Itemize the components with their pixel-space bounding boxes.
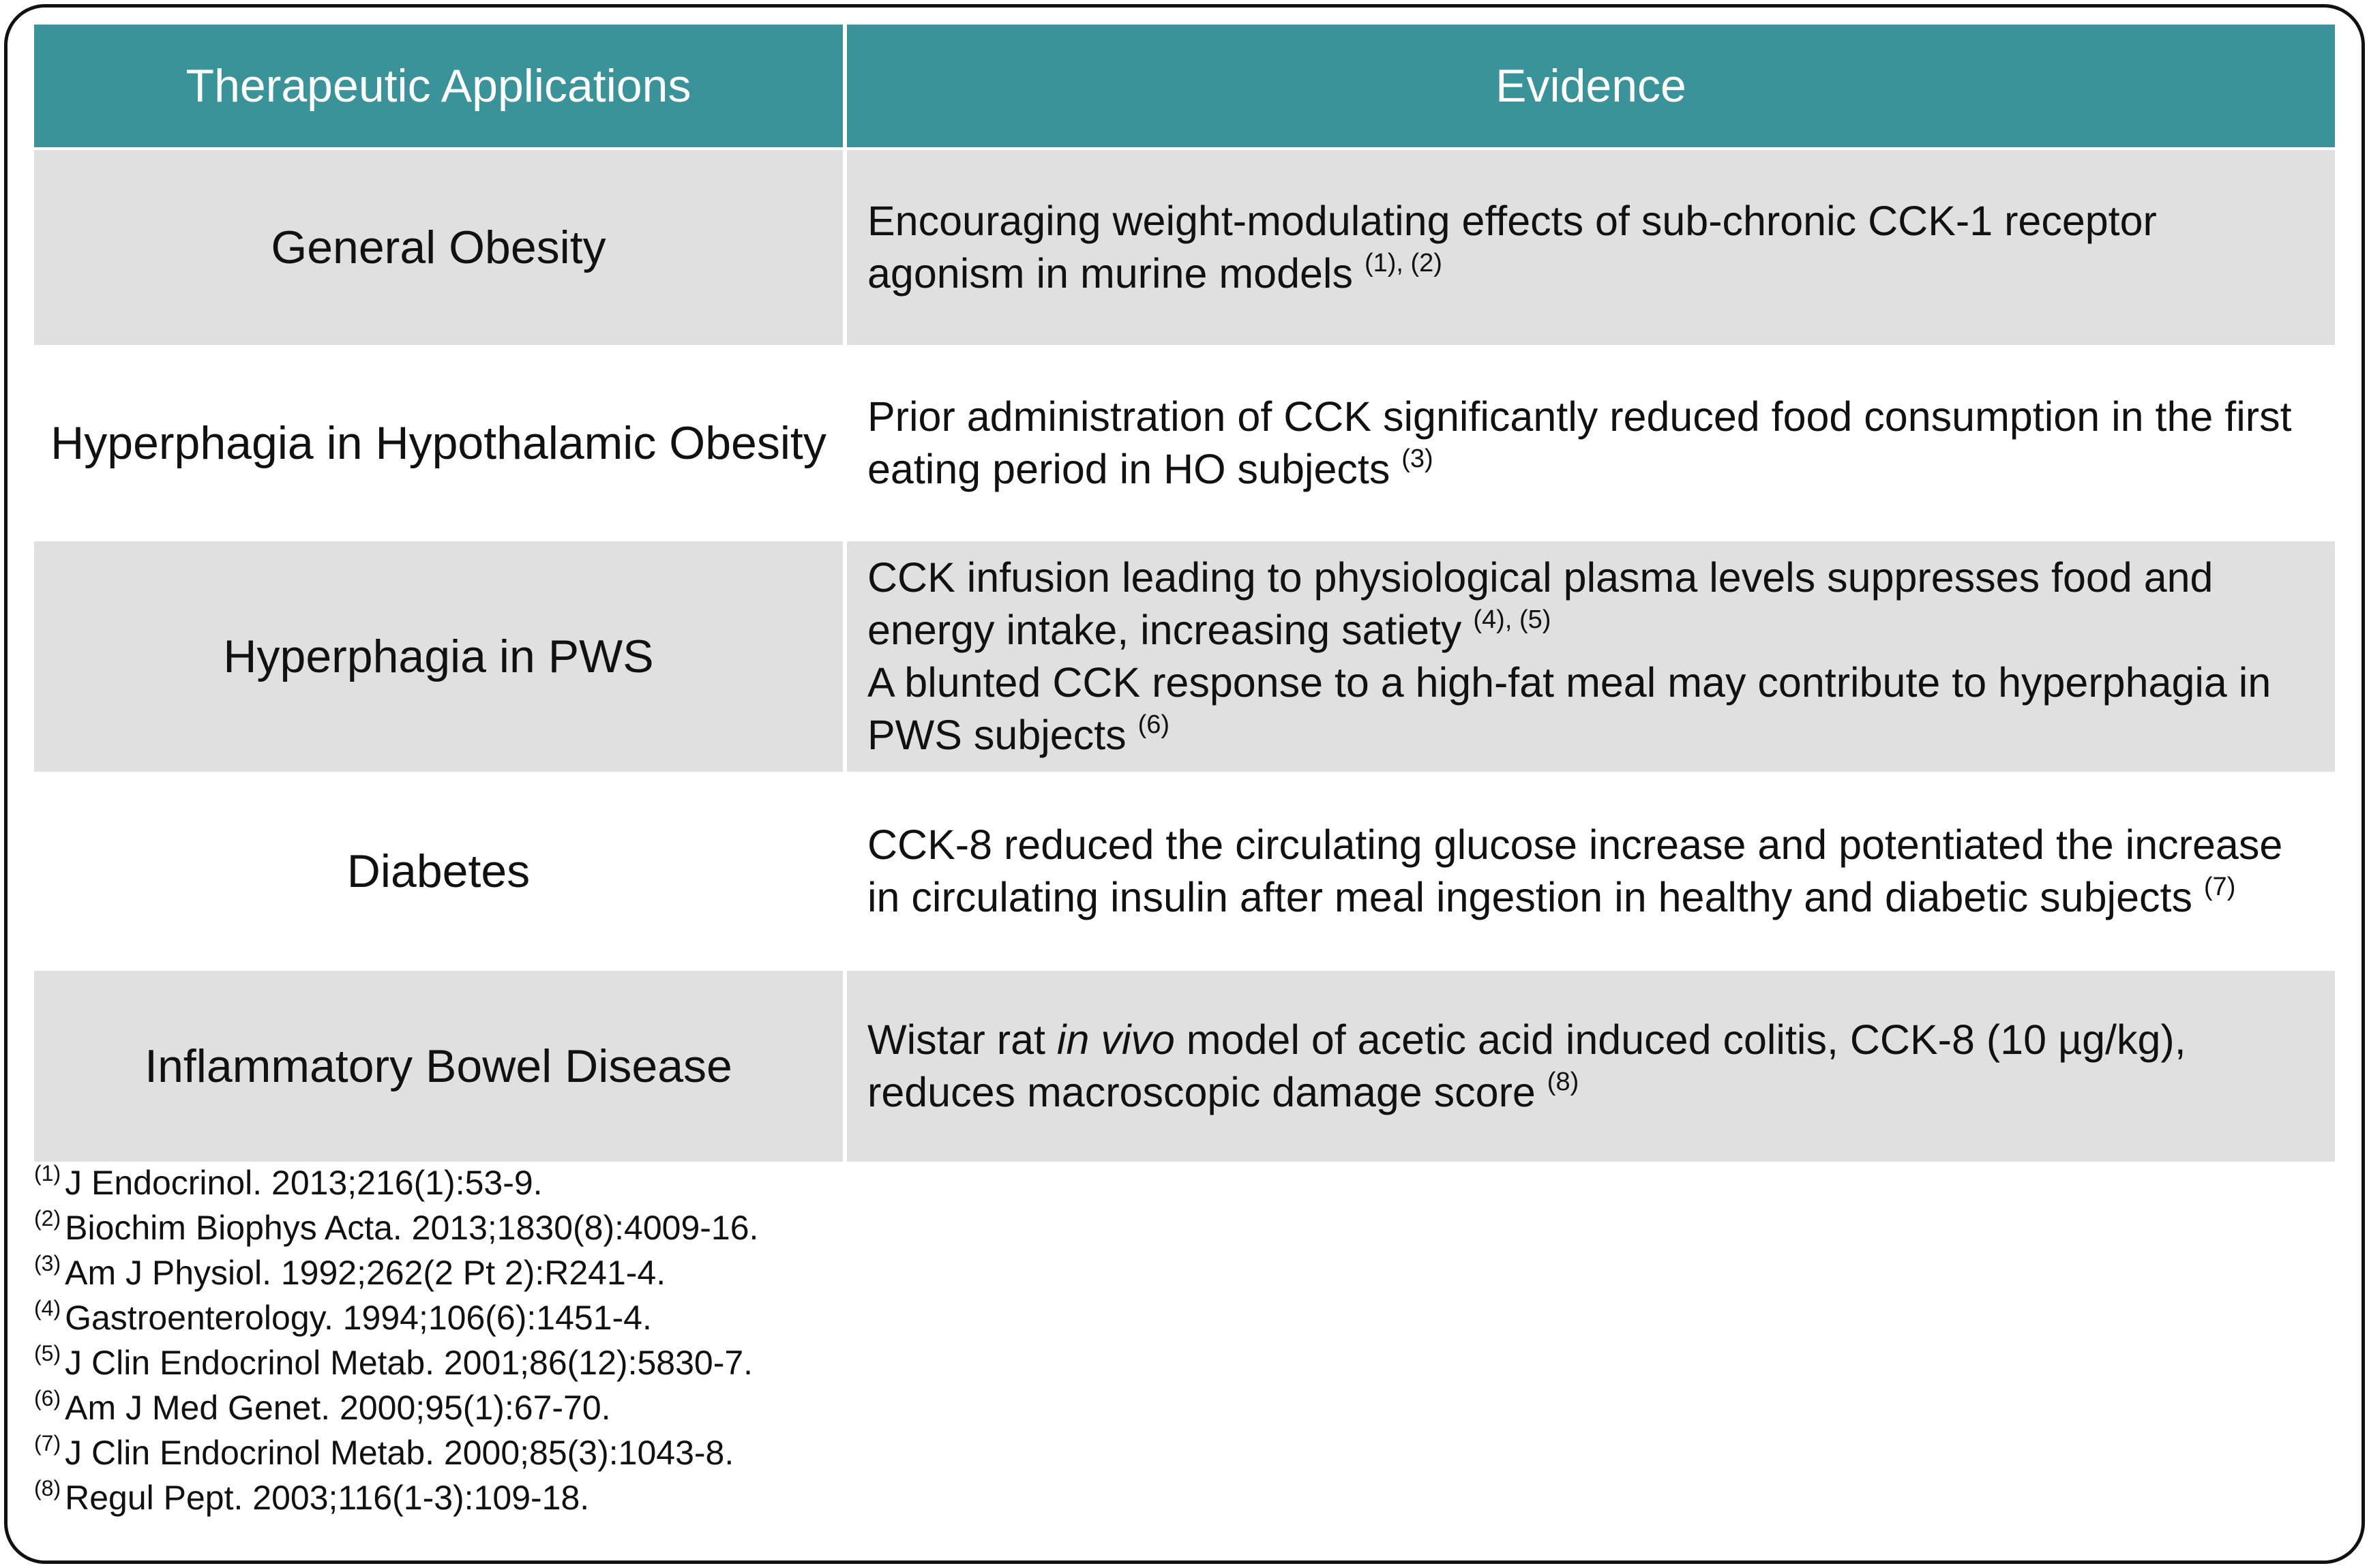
reference-item [34, 1385, 758, 1430]
reference-text: Gastroenterology. 1994;106(6):1451-4. [65, 1299, 652, 1337]
evidence-cell [847, 348, 2335, 539]
reference-number: (3) [34, 1251, 61, 1276]
reference-item [34, 1205, 758, 1250]
reference-text: J Endocrinol. 2013;216(1):53-9. [65, 1164, 543, 1202]
therapeutic-applications-table [34, 25, 2335, 1164]
citation-marker: (7) [2203, 873, 2236, 901]
evidence-statement: CCK-8 reduced the circulating glucose increase and potentiated the increase in circulating insulin after meal ingestion in healthy and diabetic subjects [867, 821, 2283, 920]
evidence-cell [847, 541, 2335, 772]
reference-number: (7) [34, 1431, 61, 1456]
reference-number: (5) [34, 1341, 61, 1366]
application-cell: Inflammatory Bowel Disease [34, 971, 843, 1162]
evidence-text [867, 195, 2314, 300]
evidence-cell [847, 150, 2335, 345]
evidence-cell [847, 774, 2335, 968]
reference-text: Biochim Biophys Acta. 2013;1830(8):4009-16. [65, 1209, 759, 1247]
reference-item [34, 1250, 758, 1295]
reference-item [34, 1430, 758, 1475]
table-row [34, 971, 2335, 1164]
table-row [34, 348, 2335, 541]
reference-item [34, 1160, 758, 1205]
header-evidence: Evidence [847, 25, 2335, 147]
application-cell: Diabetes [34, 774, 843, 968]
evidence-statement: Encouraging weight-modulating effects of sub-chronic CCK-1 receptor agonism in murine models [867, 198, 2157, 297]
evidence-text [867, 819, 2314, 924]
reference-text: Am J Physiol. 1992;262(2 Pt 2):R241-4. [65, 1254, 666, 1292]
evidence-text [867, 1014, 2314, 1119]
citation-marker: (4), (5) [1473, 605, 1551, 634]
reference-text: Am J Med Genet. 2000;95(1):67-70. [65, 1389, 611, 1427]
citation-marker: (3) [1401, 444, 1433, 473]
evidence-statement: model of acetic acid induced colitis, CCK-8 (10 µg/kg), reduces macroscopic damage score [867, 1016, 2186, 1115]
reference-item [34, 1295, 758, 1340]
reference-item [34, 1340, 758, 1385]
reference-number: (4) [34, 1296, 61, 1321]
evidence-statement: Wistar rat [867, 1016, 1045, 1063]
application-cell: Hyperphagia in Hypothalamic Obesity [34, 348, 843, 539]
citation-marker: (1), (2) [1364, 249, 1442, 277]
evidence-text [867, 552, 2314, 657]
header-applications: Therapeutic Applications [34, 25, 843, 147]
application-cell: General Obesity [34, 150, 843, 345]
reference-number: (2) [34, 1206, 61, 1231]
evidence-cell [847, 971, 2335, 1162]
reference-number: (8) [34, 1476, 61, 1501]
reference-text: J Clin Endocrinol Metab. 2000;85(3):1043-8. [65, 1434, 734, 1472]
reference-number: (1) [34, 1161, 61, 1186]
evidence-statement: Prior administration of CCK significantly reduced food consumption in the first eating period in HO subjects [867, 393, 2292, 492]
reference-list [34, 1160, 758, 1520]
evidence-statement: A blunted CCK response to a high-fat meal may contribute to hyperphagia in PWS subjects [867, 659, 2271, 758]
reference-number: (6) [34, 1386, 61, 1411]
reference-text: Regul Pept. 2003;116(1-3):109-18. [65, 1479, 590, 1517]
evidence-statement: CCK infusion leading to physiological plasma levels suppresses food and energy intake, increasing satiety [867, 554, 2214, 653]
table-row [34, 541, 2335, 774]
table-row [34, 774, 2335, 971]
application-cell: Hyperphagia in PWS [34, 541, 843, 772]
citation-marker: (8) [1547, 1068, 1579, 1096]
table-header-row [34, 25, 2335, 150]
evidence-italic-term: in vivo [1056, 1016, 1175, 1063]
citation-marker: (6) [1137, 710, 1170, 739]
reference-text: J Clin Endocrinol Metab. 2001;86(12):5830-7. [65, 1344, 754, 1382]
table-row [34, 150, 2335, 348]
evidence-text [867, 391, 2314, 496]
evidence-text [867, 657, 2314, 762]
reference-item [34, 1475, 758, 1520]
